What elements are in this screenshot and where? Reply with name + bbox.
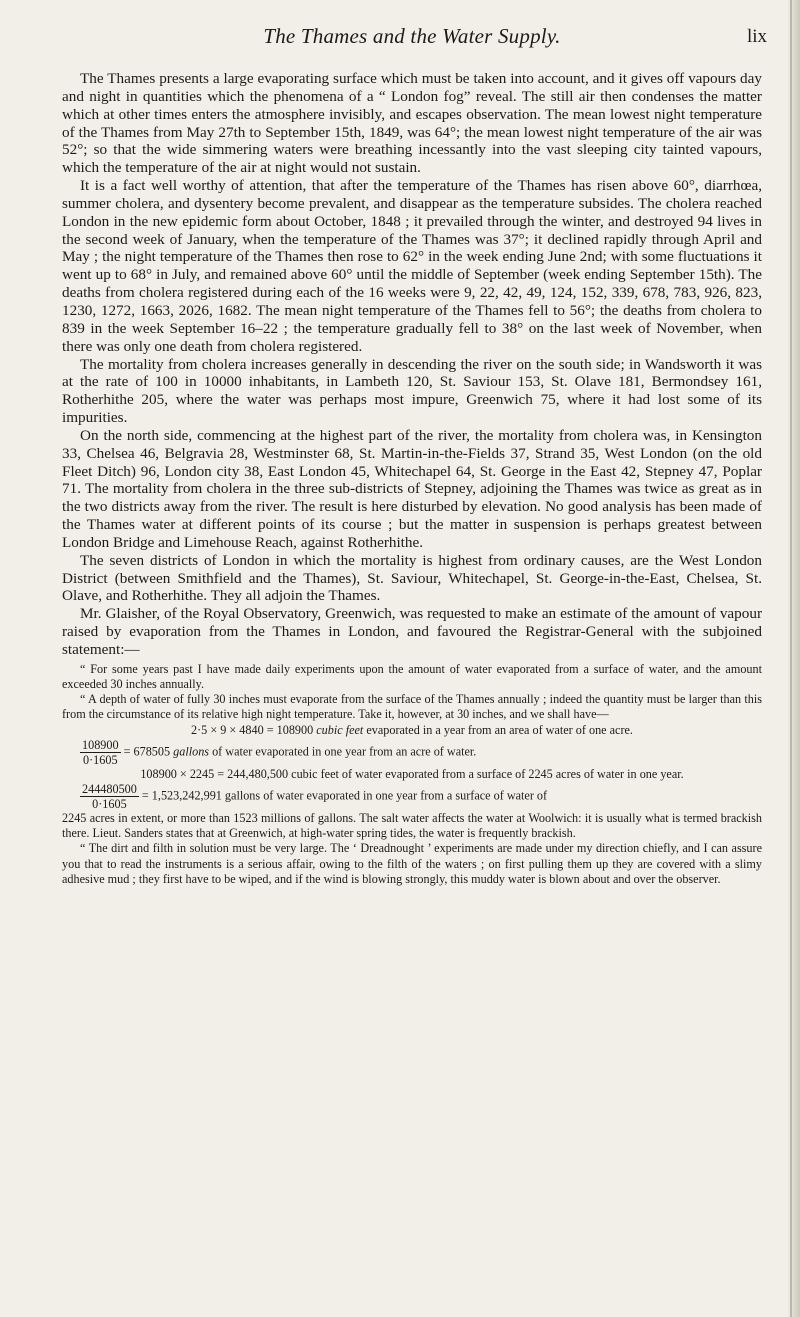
- paragraph-glaisher-intro: Mr. Glaisher, of the Royal Observatory, Greenwich, was requested to make an estimate of the amount of vapour raised by evaporation from the Thames in London, and favoured the Registrar-General with the subjoined statement:—: [62, 605, 762, 658]
- fraction-denominator: 0·1605: [83, 752, 118, 767]
- statement-paragraph: 2245 acres in extent, or more than 1523 millions of gallons. The salt water affects the water at Woolwich: it is usually what is termed brackish there. Lieut. Sanders states that at Greenwich, at high-water spring tides, the water is frequently brackish.: [62, 811, 762, 841]
- paragraph-thames-evaporation: The Thames presents a large evaporating surface which must be taken into account, and it gives off vapours day and night in quantities which the phenomena of a “ London fog” reveal. The still air then condenses the matter which at other times enters the atmosphere invisibly, and escapes observation. The mean lowest night temperature of the Thames from May 27th to September 15th, 1849, was 64°; the mean lowest night temperature of the air was 52°; so that the wide simmering waters were breathing incessantly into the vast sleeping city tainted vapours, which the temperature of the air at night would not sustain.: [62, 70, 762, 177]
- fraction-line: [62, 738, 762, 767]
- fraction-text: of water evaporated in one year from an acre of water.: [212, 744, 477, 759]
- calculation-line: 108900 × 2245 = 244,480,500 cubic feet of water evaporated from a surface of 2245 acres of water in one year.: [140, 766, 684, 781]
- fraction: [80, 782, 139, 811]
- paragraph-south-side-mortality: The mortality from cholera increases generally in descending the river on the south side; in Wandsworth it was at the rate of 100 in 10000 inhabitants, in Lambeth 120, St. Saviour 153, St. Olave 181, Bermondsey 161, Rotherhithe 205, where the water was perhaps most impure, Greenwich 75, where it had lost some of its impurities.: [62, 355, 762, 427]
- fraction: [80, 738, 121, 767]
- fraction-denominator: 0·1605: [92, 797, 127, 812]
- calculation-expression: 2·5 × 9 × 4840 = 108900: [191, 722, 314, 737]
- statement-paragraph: “ A depth of water of fully 30 inches must evaporate from the surface of the Thames annually ; indeed the quantity must be larger than this from the circumstance of its relative high night temperature. Take it, however, at 30 inches, and we shall have—: [62, 692, 762, 722]
- calculation-line: [62, 723, 762, 738]
- calculation-unit: cubic feet: [316, 722, 364, 737]
- page-header: [62, 24, 767, 54]
- fraction-numerator: 244480500: [82, 782, 137, 797]
- fraction-line: [62, 782, 762, 811]
- calculation-text: evaporated in a year from an area of water of one acre.: [366, 722, 633, 737]
- statement-paragraph: “ The dirt and filth in solution must be very large. The ‘ Dreadnought ’ experiments are made under my direction chiefly, and I can assure you that to read the instruments is a serious affair, owing to the filth of the waters ; on first pulling them up they are covered with a slimy adhesive mud ; they first have to be wiped, and if the wind is blowing strongly, this muddy water is blown about and over the observer.: [62, 841, 762, 886]
- fraction-result: = 678505: [123, 744, 171, 759]
- fraction-unit: gallons: [173, 744, 210, 759]
- statement-paragraph: “ For some years past I have made daily experiments upon the amount of water evaporated from a surface of water, and the amount exceeded 30 inches annually.: [62, 661, 762, 692]
- fraction-numerator: 108900: [82, 737, 119, 752]
- running-title: The Thames and the Water Supply.: [263, 24, 561, 48]
- page-edge-line: [790, 0, 792, 1317]
- paragraph-seven-districts: The seven districts of London in which the mortality is highest from ordinary causes, are the West London District (between Smithfield and the Thames), St. Saviour, Whitechapel, St. George-in-the-East, Chelsea, St. Olave, and Rotherhithe. They all adjoin the Thames.: [62, 551, 762, 605]
- page-body: [62, 70, 762, 887]
- glaisher-statement: [62, 662, 762, 887]
- fraction-text: = 1,523,242,991 gallons of water evaporated in one year from a surface of water of: [141, 788, 548, 803]
- paragraph-north-side-mortality: On the north side, commencing at the highest part of the river, the mortality from cholera was, in Kensington 33, Chelsea 46, Belgravia 28, Westminster 68, St. Martin-in-the-Fields 37, Strand 35, West London (on the old Fleet Ditch) 96, London city 38, East London 45, Whitechapel 64, St. George in the East 42, Stepney 47, Poplar 71. The mortality from cholera in the three sub-districts of Stepney, adjoining the Thames was twice as great as in the two districts away from the river. The result is here disturbed by elevation. No good analysis has been made of the Thames water at different points of its course ; but the matter in suspension is perhaps greatest between London Bridge and Limehouse Reach, against Rotherhithe.: [62, 426, 762, 551]
- page-number: lix: [746, 26, 767, 47]
- paragraph-temperature-cholera: It is a fact well worthy of attention, that after the temperature of the Thames has risen above 60°, diarrhœa, summer cholera, and dysentery become prevalent, and disappear as the temperature subsides. The cholera reached London in the new epidemic form about October, 1848 ; it prevailed through the winter, and destroyed 94 lives in the second week of January, when the temperature of the Thames was 37°; it declined rapidly through April and May ; the night temperature of the Thames then rose to 62° in the week ending June 2nd; with some fluctuations it went up to 68° in July, and remained above 60° until the middle of September (week ending September 15th). The deaths from cholera registered during each of the 16 weeks were 9, 22, 42, 49, 124, 152, 339, 678, 783, 926, 823, 1230, 1272, 1663, 2026, 1682. The mean night temperature of the Thames fell to 56°; the deaths from cholera to 839 in the week September 16–22 ; the temperature gradually fell to 38° on the last week of November, when there was only one death from cholera registered.: [62, 177, 762, 355]
